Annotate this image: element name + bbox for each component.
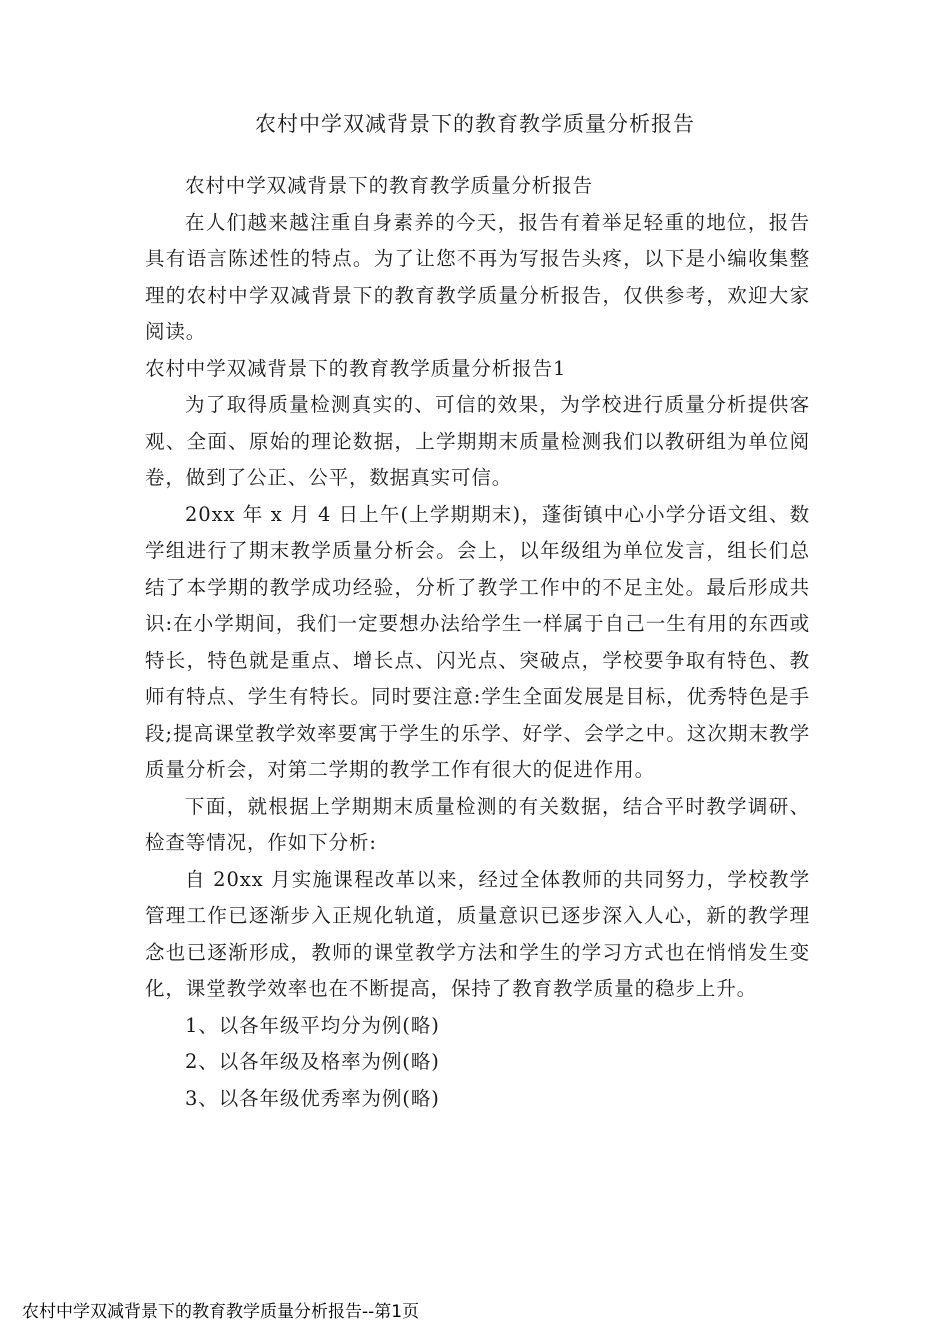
list-item-excellence-rate: 3、以各年级优秀率为例(略) [185, 1086, 440, 1110]
paragraph-intro: 在人们越来越注重自身素养的今天，报告有着举足轻重的地位，报告具有语言陈述性的特点。为了让您不再为写报告头疼，以下是小编收集整理的农村中学双减背景下的教育教学质量分析报告，仅供参考，欢迎大家阅读。 [145, 210, 810, 343]
paragraph-curriculum-reform: 自 20xx 月实施课程改革以来，经过全体教师的共同努力，学校教学管理工作已逐渐步入正规化轨道，质量意识已逐步深入人心，新的教学理念也已逐渐形成，教师的课堂教学方法和学生的学习方式也在悄悄发生变化，课堂教学效率也在不断提高，保持了教育教学质量的稳步上升。 [145, 867, 810, 1000]
paragraph-heading-repeat: 农村中学双减背景下的教育教学质量分析报告 [185, 174, 594, 197]
section-heading-1: 农村中学双减背景下的教育教学质量分析报告1 [145, 356, 567, 380]
paragraph-analysis-meeting: 20xx 年 x 月 4 日上午(上学期期末)，蓬街镇中心小学分语文组、数学组进行了期末教学质量分析会。会上，以年级组为单位发言，组长们总结了本学期的教学成功经验，分析了教学工作中的不足主处。最后形成共识:在小学期间，我们一定要想办法给学生一样属于自己一生有用的东西或特长，特色就是重点、增长点、闪光点、突破点，学校要争取有特色、教师有特点、学生有特长。同时要注意:学生全面发展是目标，优秀特色是手段;提高课堂教学效率要寓于学生的乐学、好学、会学之中。这次期末教学质量分析会，对第二学期的教学工作有很大的促进作用。 [145, 502, 810, 781]
list-item-pass-rate: 2、以各年级及格率为例(略) [185, 1050, 440, 1073]
document-title: 农村中学双减背景下的教育教学质量分析报告 [255, 112, 695, 136]
document-body [145, 168, 810, 1117]
paragraph-analysis-intro: 下面，就根据上学期期末质量检测的有关数据，结合平时教学调研、检查等情况，作如下分析: [145, 794, 810, 854]
paragraph-quality-check: 为了取得质量检测真实的、可信的效果，为学校进行质量分析提供客观、全面、原始的理论数据，上学期期末质量检测我们以教研组为单位阅卷，做到了公正、公平，数据真实可信。 [145, 393, 810, 489]
list-item-average-score: 1、以各年级平均分为例(略) [185, 1013, 440, 1037]
page-footer: 农村中学双减背景下的教育教学质量分析报告--第1页 [22, 1302, 420, 1322]
